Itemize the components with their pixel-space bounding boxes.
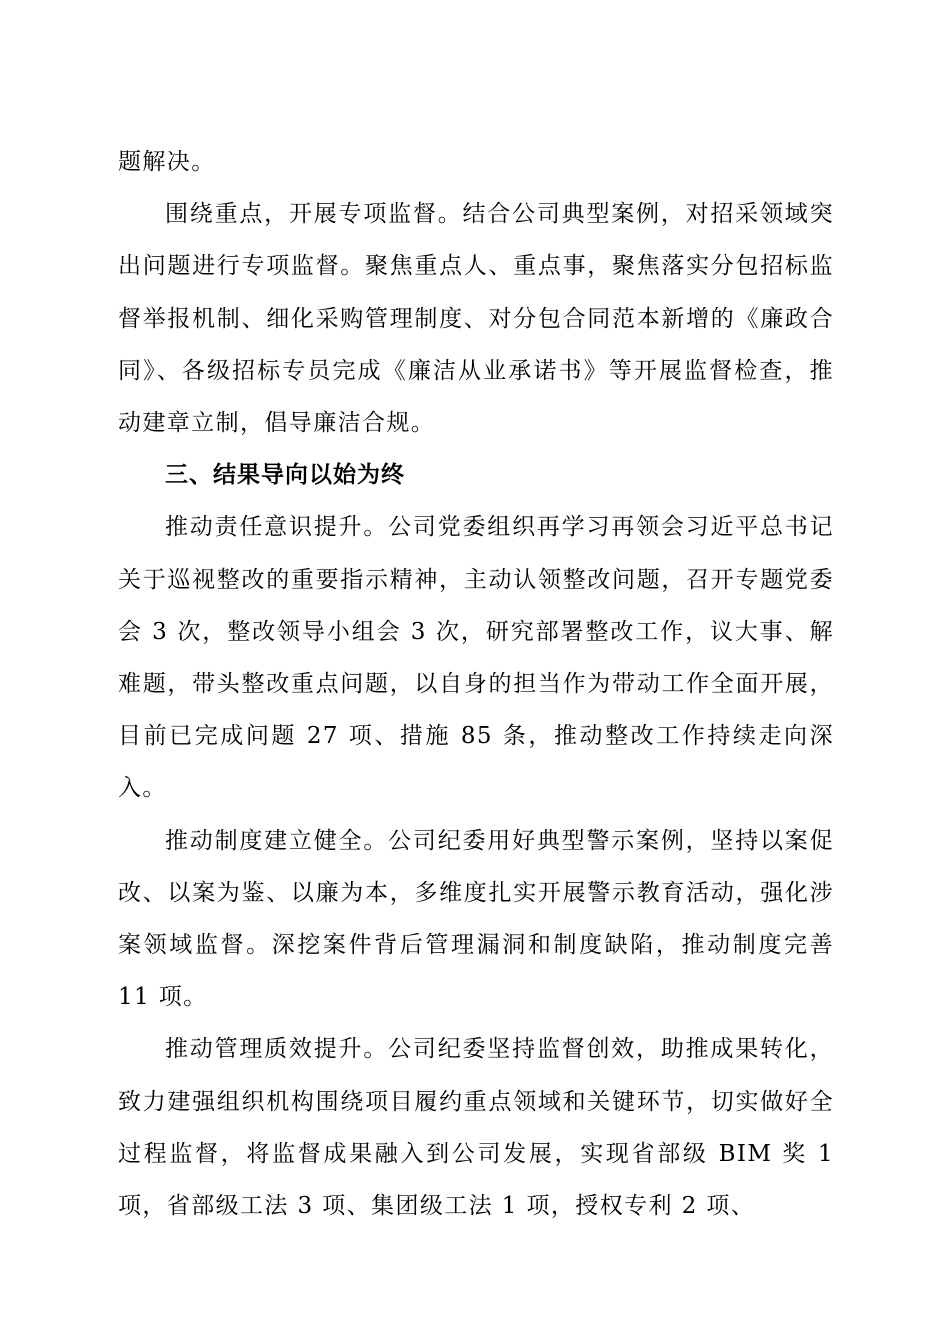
continuation-paragraph: 题解决。: [118, 149, 216, 175]
paragraph-special-supervision: 围绕重点，开展专项监督。结合公司典型案例，对招采领域突出问题进行专项监督。聚焦重点人、重点事，聚焦落实分包招标监督举报机制、细化采购管理制度、对分包合同范本新增的《廉政合同》、各级招标专员完成《廉洁从业承诺书》等开展监督检查，推动建章立制，倡导廉洁合规。: [118, 201, 834, 437]
paragraph-management-quality: 推动管理质效提升。公司纪委坚持监督创效，助推成果转化，致力建强组织机构围绕项目履约重点领域和关键环节，切实做好全过程监督，将监督成果融入到公司发展，实现省部级 BIM 奖 1 项，省部级工法 3 项、集团级工法 1 项，授权专利 2 项、: [118, 1036, 834, 1220]
section-heading: 三、结果导向以始为终: [165, 462, 405, 489]
paragraph-responsibility: 推动责任意识提升。公司党委组织再学习再领会习近平总书记关于巡视整改的重要指示精神，主动认领整改问题，召开专题党委会 3 次，整改领导小组会 3 次，研究部署整改工作，议大事、解难题，带头整改重点问题，以自身的担当作为带动工作全面开展，目前已完成问题 27 项、措施 85 条，推动整改工作持续走向深入。: [118, 514, 834, 802]
document-body: [118, 136, 834, 1232]
paragraph-system-building: 推动制度建立健全。公司纪委用好典型警示案例，坚持以案促改、以案为鉴、以廉为本，多维度扎实开展警示教育活动，强化涉案领域监督。深挖案件背后管理漏洞和制度缺陷，推动制度完善 11 项。: [118, 827, 834, 1011]
